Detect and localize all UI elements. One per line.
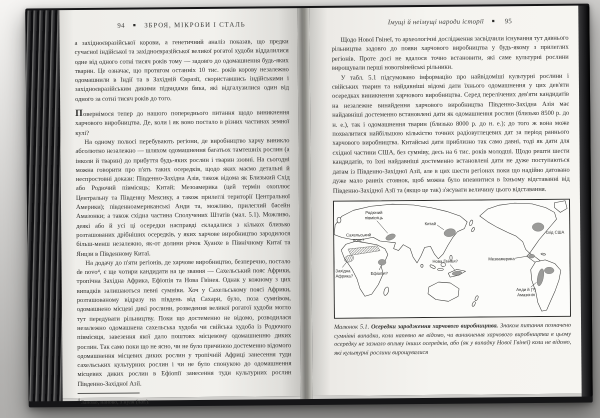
figure-caption: [334, 322, 571, 358]
left-running-head: [74, 21, 288, 30]
map-label-china: Китай: [424, 220, 436, 227]
right-page-body: [332, 34, 570, 196]
world-map: [334, 200, 570, 318]
book-title: ЗБРОЯ, МІКРОБИ І СТАЛЬ: [144, 21, 246, 30]
map-java: [437, 268, 443, 270]
map-label-sahel: Сахельський: [346, 232, 372, 238]
map-label-fertile-crescent: півмісяць: [364, 215, 383, 221]
book-page-edges: [25, 10, 62, 401]
figure-caption-title: Осередки зародження харчового виробництва.: [371, 323, 499, 331]
map-label-andes-amazonia: Амазонія: [517, 292, 535, 298]
map-label-new-guinea: Нова Гвінея?: [432, 258, 458, 264]
right-running-head: [331, 18, 568, 27]
left-page: [59, 8, 300, 407]
footnote: [78, 387, 292, 407]
map-britain: [337, 217, 341, 223]
center-eastern-usa: [532, 223, 544, 232]
world-map-frame: [333, 199, 571, 319]
map-label-west-africa: Західна: [335, 268, 351, 274]
paragraph: На додачу до п'яти регіонів, де харчове виробництво, безперечно, постало de novo⁴, є ще чотири кандидати на це звання — Сахельський пояс Африки, тропічна Західна Африка, Ефіопія та Нова Гвінея. Однак у кожному з цих випадків залишаються певні сумніви. Хоч у Сахельському поясі Африки, розташованому відразу на південь від Сахари, було, поза сумнівом, одомашнено місцеві дикі рослини, розведення великої рогатої худоби могло тут передувати рільництву. Поки що достеменно не відомо, розводилася незалежно одомашнена сахельська худоба чи свійська худоба із Родючого півмісяця, завезення якої дало поштовх місцевому одомашненню диких рослин. Так само поки що не ясно, чи не було причиною достеменно відомого одомашнення місцевих диких рослин у тропічній Африці занесення туди сахельських культурних рослин і чи не було спонукою до одомашнення місцевих диких рослин в Ефіопії занесення туди культурних рослин Південно-Західної Азії.: [76, 257, 292, 388]
map-label-ethiopia: Ефіопія?: [370, 270, 388, 276]
square-bullet-icon: ■: [491, 18, 495, 24]
map-sri-lanka: [421, 264, 423, 267]
right-page-number: 95: [504, 18, 513, 26]
paragraph: Щодо Нової Гвінеї, то археологічні дослідження засвідчили існування тут давнього рільництва задовго до появи харчового виробництва у будь-якому з прилеглих регіонів. Проте досі не вдалося точно встановити, які саме культурні рослини вирощували перші новогвінейські рільники.: [331, 34, 569, 73]
left-page-body: [75, 37, 292, 389]
footnote-marker: 4: [77, 397, 80, 403]
map-label-fertile-crescent: Родючий: [365, 209, 383, 215]
chapter-title: Імущі й неімущі народи історії: [387, 18, 485, 27]
left-page-number: 94: [117, 22, 125, 30]
map-label-andes-amazonia: Анди й (?): [516, 286, 536, 292]
paragraph: а західноєвразійської корови, а генетичний аналіз показав, що предки сучасної індійської та західноєвразійської великої рогатої худоби віддалилися одне від одного сотні тисяч років тому — задовго до одомашнення будь-яких тварин. Це означає, що протягом останніх 10 тис. років корову незалежно одомашнили в Індії та в Західній Євразії, скориставшись індійськими і західноєвразійським дикими підвидами бика, які відгалузилися один від одного за сотні тисяч років до того.: [74, 38, 290, 103]
paragraph: У табл. 5.1 підсумовано інформацію про найвідоміші культурні рослини і свійських тварин та найдавніші відомі дати їхнього одомашнення у цих дев'яти осередках виникнення харчового виробництва. Серед перелічених дев'яти кандидатів на незалежне винайдення харчового виробництва Південно-Західна Азія має найдавніші достеменно встановлені дати як одомашнення рослин (близько 8500 р. до н. е.), так і одомашнення тварин (близько 8000 р. до н. е.); до того ж вона може похвалитися найбільшою кількістю точних радіовуглецевих дат за період раннього харчового виробництва. Китайські дати приблизно так само давні, тоді як дати для східної частини США, без сумніву, десь на 6 тис. років молодші. Щодо решти шести кандидатів, то їхні найдавніші достеменно встановлені дати не дуже поступаються датам із Південно-Західної Азії, але в цих шести регіонах поки що надійно датовано дуже мало ранніх стоянок, щоб можна було впевнитися в їхньому відставанні від Південно-Західної Азії та (якщо це так) з'ясувати величину цього відставання.: [331, 72, 570, 195]
footnote-text: Заново, наново, з нуля (лат.).: [81, 399, 150, 407]
right-page: [309, 6, 581, 399]
footnote-rule: [78, 392, 140, 394]
map-label-sahel: пояс?: [352, 237, 365, 243]
square-bullet-icon: ■: [133, 22, 137, 28]
figure-caption-text: Знаком питання позначено сумнівні випадки, коли напевно не відомо, чи виникнення харчового виробництва в цьому осередку не зазнало впливу інших осередків, або (як у випадку Нової Гвінеї) коли не відомо, які культурні рослини вирощувалися: [334, 322, 572, 357]
paragraph: Повернімося тепер до нашого попереднього питання щодо виникнення харчового виробництва. Де, коли і як воно постало в різних частинах земної кулі?: [75, 108, 290, 137]
map-label-west-africa: Африка?: [335, 273, 354, 279]
center-mesoamerica: [528, 254, 534, 258]
map-label-eastern-usa: схід США: [545, 229, 565, 235]
open-book: [25, 4, 592, 408]
figure-caption-label: Малюнок 5.1.: [334, 324, 370, 331]
figure-5-1: [333, 199, 571, 358]
map-label-mesoamerica: Мезоамерика: [488, 256, 515, 262]
paragraph: На одному полюсі перебувають регіони, де виробництво харчу виникло абсолютно незалежно — шляхом одомашнення багатьох тамтешніх рослин (а інколи й тварин) до прибуття будь-яких рослин і тварин ззовні. На сьогодні можна говорити про п'ять таких осередків, щодо яких маємо детальні й неспростовні докази: Південно-Західна Азія, також відома як Близький Схід або Родючий півмісяць; Китай; Мезоамерика (цей термін охоплює Центральну та Південну Мексику, а також прилеглі території Центральної Америки); південноамериканські Анди та, можливо, прилеглий басейн Амазонки; а також східна частина Сполучених Штатів (мал. 5.1). Можливо, деякі або й усі ці осередки насправді складалися з кількох близько розташованих дрібніших осередків, у яких харчове виробництво зародилося більш-менш незалежно, як-от долини річок Хуанхе в Північному Китаї та Янцзи в Південному Китаї.: [75, 137, 291, 258]
